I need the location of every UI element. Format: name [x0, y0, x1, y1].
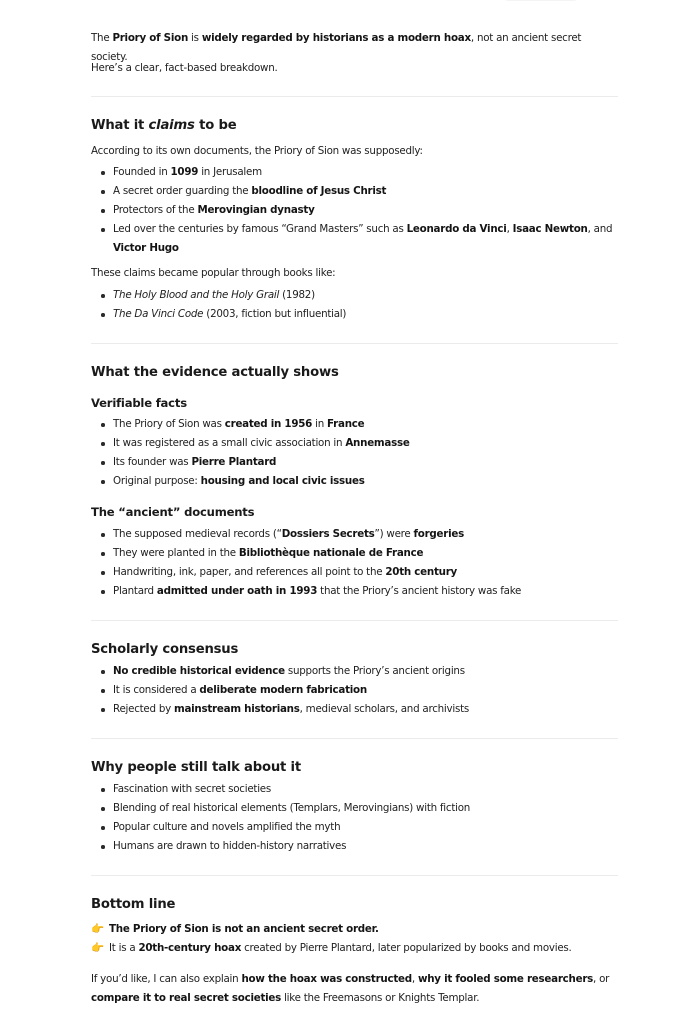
text: ”) were [374, 528, 414, 540]
list-item [91, 286, 618, 305]
list-item [91, 472, 618, 491]
bold-text: Dossiers Secrets [281, 528, 375, 540]
text: Original purpose: [113, 475, 201, 487]
list-item [91, 700, 618, 719]
list-item [91, 453, 618, 472]
text: Led over the centuries by famous “Grand Masters” such as [113, 223, 407, 235]
text: The supposed medieval records (“ [113, 528, 282, 540]
list-item: Humans are drawn to hidden-history narratives [91, 837, 618, 856]
consensus-list [91, 662, 618, 719]
intro-subtitle: Here’s a clear, fact-based breakdown. [91, 62, 278, 74]
bottom-line-1 [91, 920, 618, 939]
followup-offer [91, 970, 618, 1008]
bold-text: No credible historical evidence [113, 665, 285, 677]
bold-text: admitted under oath in 1993 [156, 585, 318, 597]
list-item [91, 525, 618, 544]
text: If you’d like, I can also explain [91, 973, 242, 985]
claims-list [91, 163, 618, 258]
text: It was registered as a small civic association in [113, 437, 346, 449]
books-list [91, 286, 618, 324]
italic-text: claims [148, 118, 195, 133]
bold-text: housing and local civic issues [200, 475, 365, 487]
bold-text: forgeries [413, 528, 464, 540]
bold-text: how the hoax was constructed [241, 973, 412, 985]
list-item: Popular culture and novels amplified the myth [91, 818, 618, 837]
text: It is considered a [113, 684, 200, 696]
claims-lead: According to its own documents, the Priory of Sion was supposedly: [91, 145, 423, 157]
text: It is a [109, 942, 139, 954]
text: supports the Priory’s ancient origins [284, 665, 465, 677]
section-divider [91, 738, 618, 739]
list-item [91, 434, 618, 453]
text: , or [593, 973, 610, 985]
list-item [91, 415, 618, 434]
pointing-hand-icon: 👉 [91, 942, 104, 954]
documents-list [91, 525, 618, 601]
text: like the Freemasons or Knights Templar. [281, 992, 480, 1004]
text: (2003, fiction but influential) [203, 308, 347, 320]
list-item [91, 305, 618, 324]
book-title: The Da Vinci Code [113, 308, 204, 320]
bold-text: The Priory of Sion is not an ancient secret order. [109, 923, 379, 935]
list-item [91, 182, 618, 201]
bold-text: Priory of Sion [112, 32, 189, 44]
bold-text: why it fooled some researchers [417, 973, 594, 985]
list-item [91, 163, 618, 182]
bold-text: Pierre Plantard [191, 456, 277, 468]
why-list [91, 780, 618, 856]
pointing-hand-icon: 👉 [91, 923, 104, 935]
text: The [91, 32, 113, 44]
bold-text: Annemasse [345, 437, 410, 449]
bold-text: bloodline of Jesus Christ [251, 185, 387, 197]
text: , medieval scholars, and archivists [299, 703, 469, 715]
bold-text: compare it to real secret societies [91, 992, 282, 1004]
bold-text: 20th century [385, 566, 457, 578]
bold-text: France [327, 418, 365, 430]
list-item: Fascination with secret societies [91, 780, 618, 799]
text: , and [587, 223, 613, 235]
list-item [91, 662, 618, 681]
section-divider [91, 875, 618, 876]
text: in [312, 418, 328, 430]
bold-text: widely regarded by historians as a modern hoax [201, 32, 471, 44]
section-divider [91, 620, 618, 621]
user-message-bubble [501, 0, 581, 1]
text: Rejected by [113, 703, 174, 715]
bottom-line-2 [91, 939, 618, 958]
text: in Jerusalem [198, 166, 262, 178]
text: A secret order guarding the [113, 185, 252, 197]
section-divider [91, 343, 618, 344]
subheading-ancient-documents: The “ancient” documents [91, 505, 255, 519]
text: Handwriting, ink, paper, and references all point to the [113, 566, 386, 578]
text: What it [91, 118, 149, 133]
section-heading-evidence: What the evidence actually shows [91, 365, 339, 380]
bold-text: Isaac Newton [512, 223, 588, 235]
text: Plantard [113, 585, 157, 597]
bold-text: Victor Hugo [113, 242, 179, 254]
bold-text: 20th-century hoax [138, 942, 242, 954]
bold-text: mainstream historians [173, 703, 300, 715]
text: They were planted in the [113, 547, 239, 559]
bold-text: 1099 [170, 166, 199, 178]
section-heading-bottom-line: Bottom line [91, 897, 176, 912]
text: The Priory of Sion was [113, 418, 225, 430]
text: that the Priory’s ancient history was fake [317, 585, 522, 597]
subheading-verifiable-facts: Verifiable facts [91, 396, 187, 410]
bold-text: Merovingian dynasty [197, 204, 315, 216]
text: is [188, 32, 202, 44]
bold-text: deliberate modern fabrication [199, 684, 367, 696]
section-heading-consensus: Scholarly consensus [91, 642, 239, 657]
section-divider [91, 96, 618, 97]
text: Founded in [113, 166, 171, 178]
text: to be [194, 118, 237, 133]
books-lead: These claims became popular through books like: [91, 267, 336, 279]
facts-list [91, 415, 618, 491]
text: , [411, 973, 418, 985]
section-heading-claims [91, 117, 236, 135]
text: (1982) [279, 289, 315, 301]
list-item [91, 582, 618, 601]
list-item: Blending of real historical elements (Templars, Merovingians) with fiction [91, 799, 618, 818]
book-title: The Holy Blood and the Holy Grail [113, 289, 280, 301]
bold-text: Bibliothèque nationale de France [238, 547, 424, 559]
text: Protectors of the [113, 204, 198, 216]
bold-text: Leonardo da Vinci [406, 223, 507, 235]
list-item [91, 201, 618, 220]
bold-text: created in 1956 [224, 418, 313, 430]
text: , not an ancient secret society. [91, 32, 582, 63]
text: created by Pierre Plantard, later popularized by books and movies. [241, 942, 572, 954]
list-item [91, 544, 618, 563]
list-item [91, 681, 618, 700]
text: , [506, 223, 513, 235]
list-item [91, 220, 618, 258]
text: Its founder was [113, 456, 192, 468]
section-heading-why: Why people still talk about it [91, 760, 301, 775]
list-item [91, 563, 618, 582]
